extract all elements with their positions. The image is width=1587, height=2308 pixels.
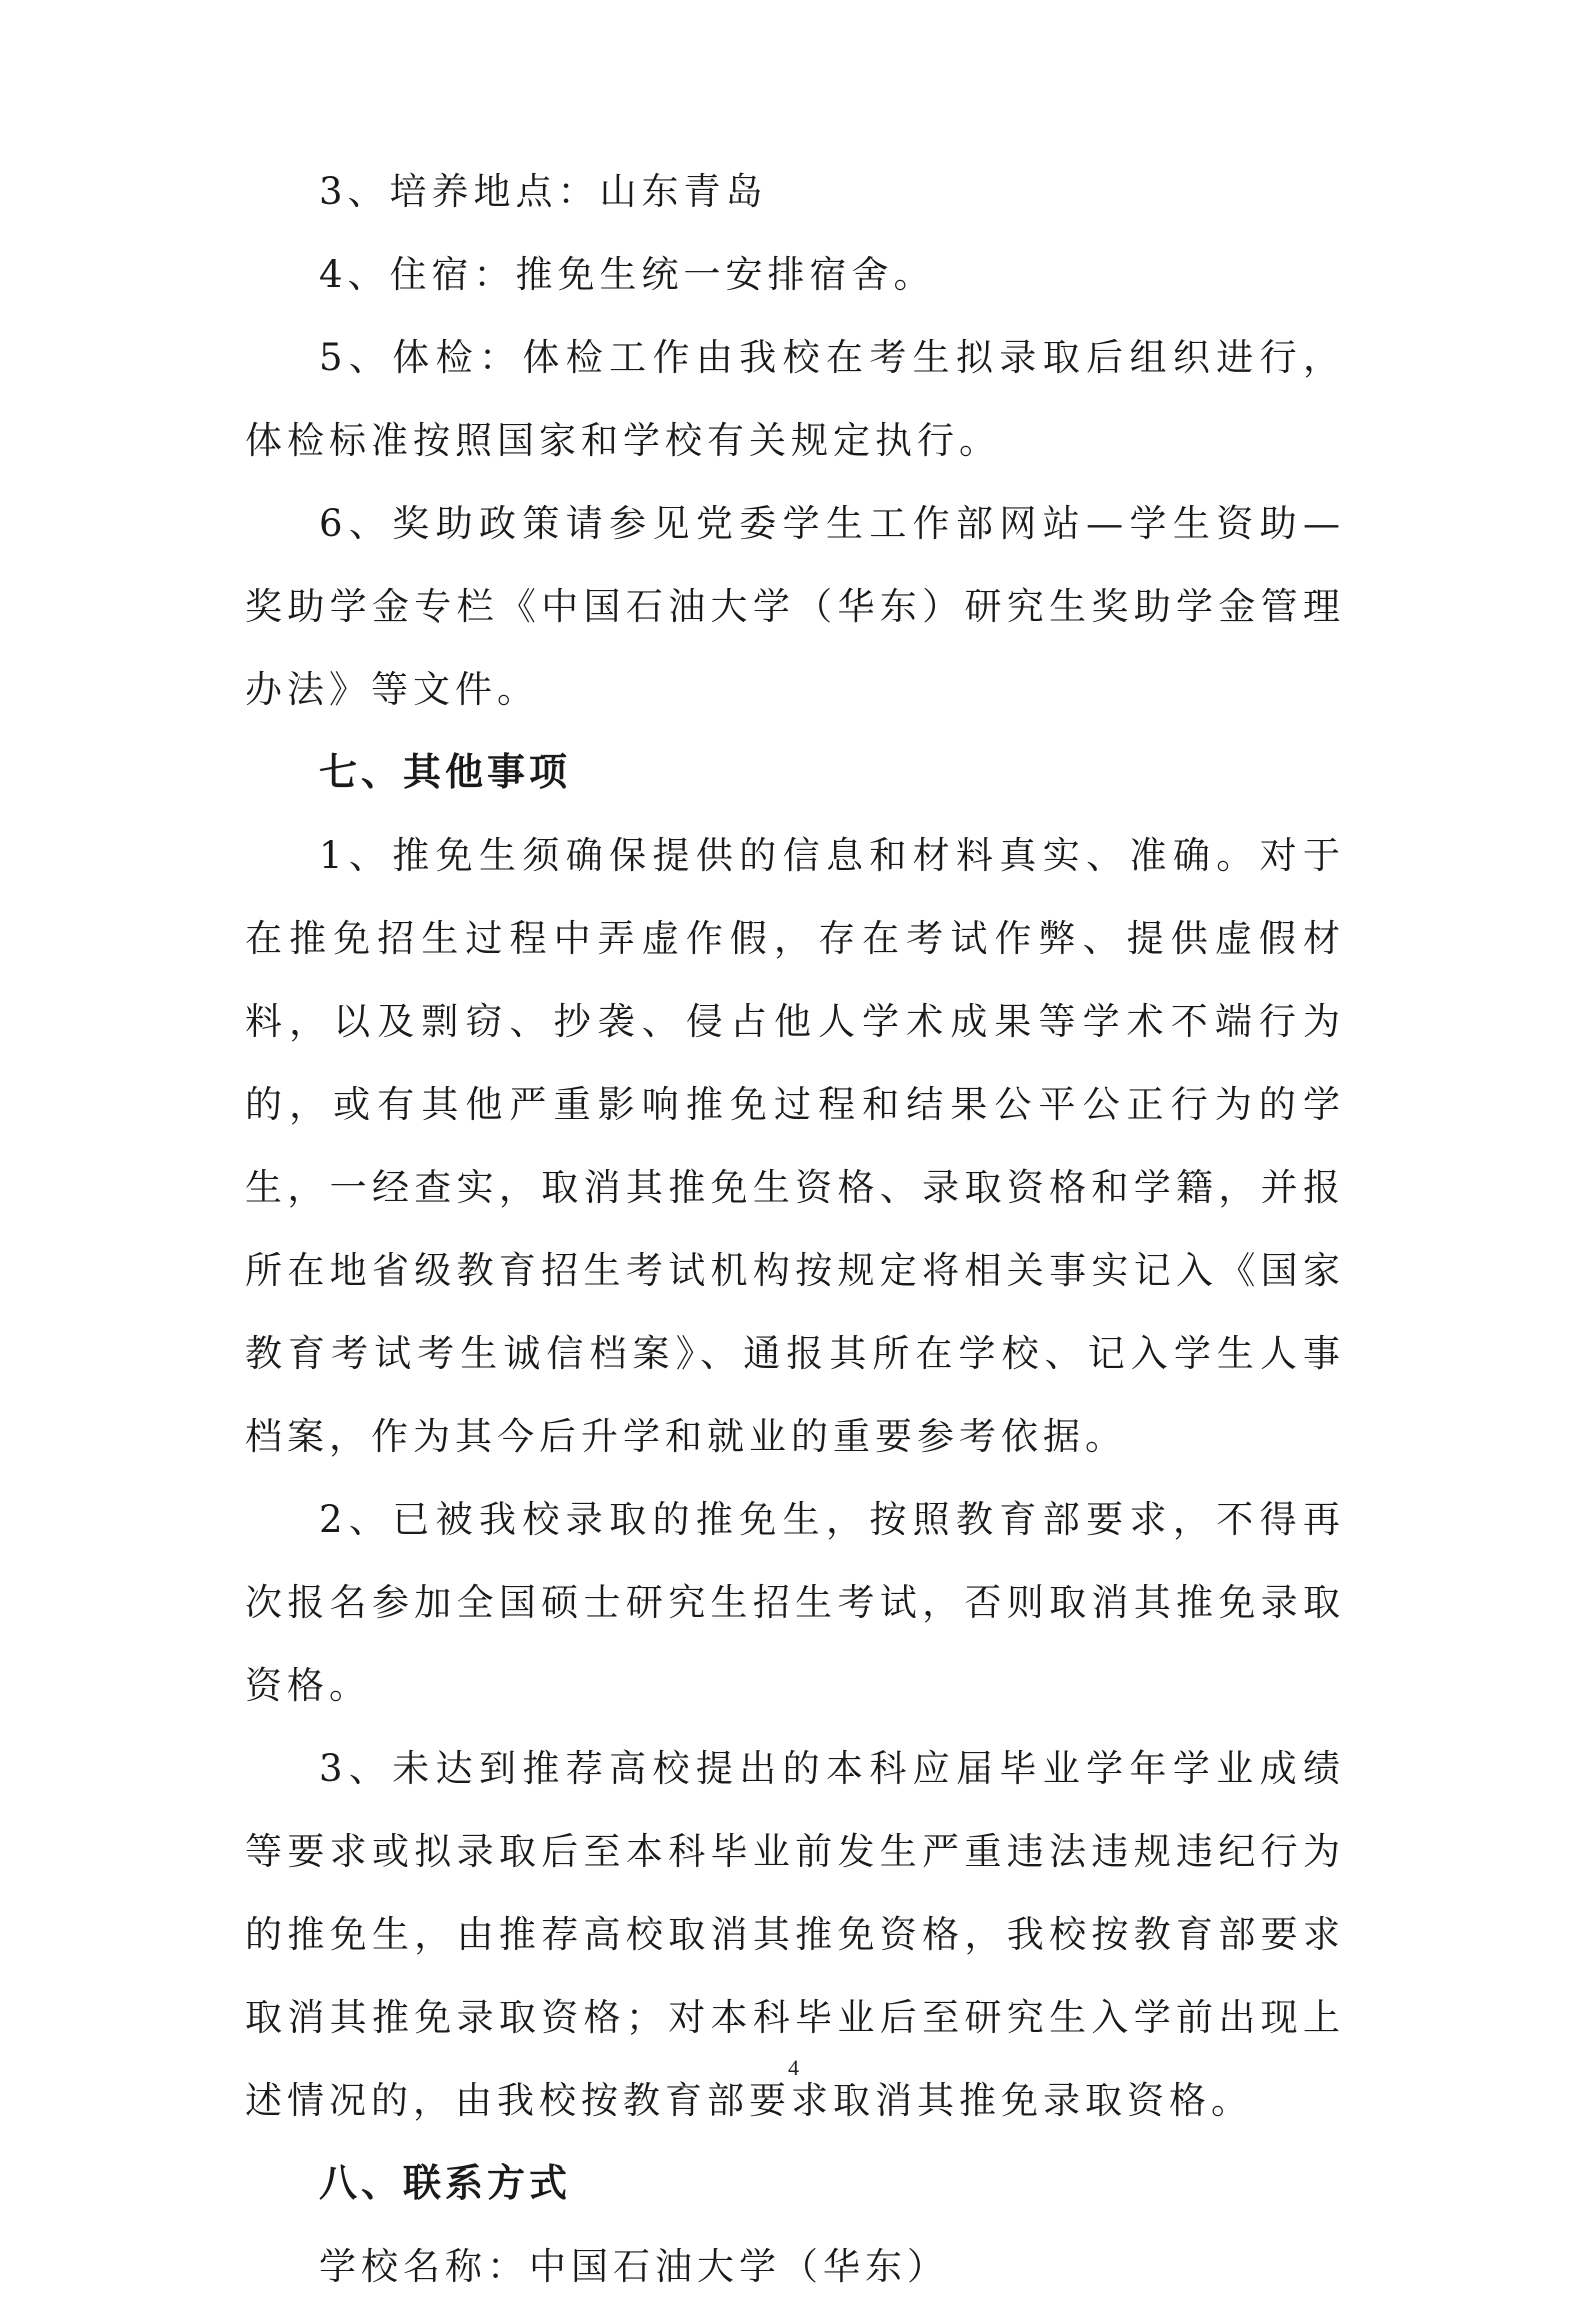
paragraph-school-name: 学校名称：中国石油大学（华东）	[319, 2245, 949, 2288]
page-number: 4	[788, 2055, 799, 2080]
paragraph-physical-exam: 5、体检：体检工作由我校在考生拟录取后组织进行，体检标准按照国家和学校有关规定执行。	[245, 336, 1345, 462]
paragraph-accommodation: 4、住宿：推免生统一安排宿舍。	[319, 253, 936, 296]
section-heading-contact: 八、联系方式	[319, 2161, 572, 2205]
paragraph-integrity: 1、推免生须确保提供的信息和材料真实、准确。对于在推免招生过程中弄虚作假，存在考试作弊、提供虚假材料，以及剽窃、抄袭、侵占他人学术成果等学术不端行为的，或有其他严重影响推免过程和结果公平公正行为的学生，一经查实，取消其推免生资格、录取资格和学籍，并报所在地省级教育招生考试机构按规定将相关事实记入《国家教育考试考生诚信档案》、通报其所在学校、记入学生人事档案，作为其今后升学和就业的重要参考依据。	[245, 834, 1345, 1458]
paragraph-training-location: 3、培养地点：山东青岛	[319, 170, 768, 213]
document-body	[245, 150, 1345, 2308]
section-heading-other-matters: 七、其他事项	[319, 750, 572, 794]
paragraph-scholarship-policy: 6、奖助政策请参见党委学生工作部网站—学生资助—奖助学金专栏《中国石油大学（华东）研究生奖助学金管理办法》等文件。	[245, 502, 1345, 711]
paragraph-no-reapply: 2、已被我校录取的推免生，按照教育部要求，不得再次报名参加全国硕士研究生招生考试，否则取消其推免录取资格。	[245, 1498, 1345, 1707]
paragraph-disqualification: 3、未达到推荐高校提出的本科应届毕业学年学业成绩等要求或拟录取后至本科毕业前发生严重违法违规违纪行为的推免生，由推荐高校取消其推免资格，我校按教育部要求取消其推免录取资格；对本科毕业后至研究生入学前出现上述情况的，由我校按教育部要求取消其推免录取资格。	[245, 1747, 1345, 2122]
